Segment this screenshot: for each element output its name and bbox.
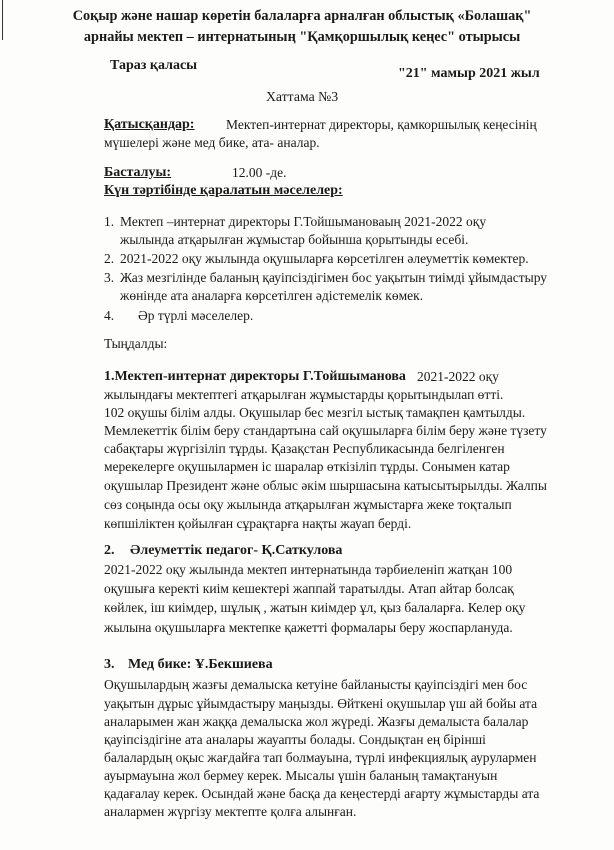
section-2-line: жылына оқушыларға мектепке қажетті формалары беру жоспарлануда. <box>104 620 513 635</box>
participants-line-2: мүшелері және мед бике, ата- аналар. <box>104 135 320 150</box>
section-3-number: 3. <box>104 657 115 672</box>
listened-label: Тыңдалды: <box>104 336 168 351</box>
section-1-line: жылындағы мектептегі атқарылған жұмыстарды қорытындылап өтті. <box>104 387 504 402</box>
start-time: 12.00 -де. <box>232 165 287 180</box>
participants-label: Қатысқандар: <box>104 117 195 132</box>
section-1-title: 1.Мектеп-интернат директоры Г.Тойшыманова <box>104 369 406 384</box>
protocol-title: Хаттама №3 <box>265 90 339 105</box>
city: Тараз қаласы <box>110 58 198 73</box>
section-3-line: уақытын дұрыс ұйымдастыру маңызды. Өйткені оқушылар үш ай бойы ата <box>104 696 538 711</box>
agenda-number: 4. <box>104 308 115 323</box>
section-3-line: ауырмауына жол бермеу керек. Мысалы үшін баланың тамақтануын <box>104 768 498 783</box>
section-2-line: 2021-2022 оқу жылында мектеп интернатында тәрбиеленіп жатқан 100 <box>104 562 513 577</box>
agenda-heading: Күн тәртібінде қаралатын мәселелер: <box>104 183 343 198</box>
agenda-number: 1. <box>104 214 115 229</box>
header-line-2: арнайы мектеп – интернатының "Қамқоршылық кеңес" отырысы <box>83 29 521 45</box>
section-3-line: аналарымен жан жаққа демалыска жол жүреді. Жазғы демалыста балалар <box>104 714 529 729</box>
section-1-line: сабақтары жүргізіліп тұрды. Қазақстан Республикасында белгіленген <box>104 441 505 456</box>
section-1-line: 102 оқушы білім алды. Оқушылар бес мезгіл ыстық тамақпен қамтылды. <box>104 405 526 420</box>
section-3-title: Мед бике: Ұ.Бекшиева <box>128 657 273 672</box>
header-line-1: Соқыр және нашар көретін балаларға арналған облыстық «Болашақ" <box>72 8 532 24</box>
agenda-item-line: 2021-2022 оқу жылында оқушыларға көрсетілген әлеуметтік көмектер. <box>120 251 529 266</box>
section-3-line: қадағалау керек. Осындай және басқа да кеңестерді ағарту жұмыстарды ата <box>104 786 540 801</box>
section-2-number: 2. <box>104 543 115 558</box>
section-1-line: мерекелерге оқушылармен іс шаралар өткізіліп тұрды. Сонымен катар <box>104 459 510 474</box>
section-3-line: аналармен жүргізу мектепте қолға алынған. <box>104 804 357 819</box>
agenda-item-line: жөнінде ата аналарға көрсетілген әдістемелік көмек. <box>120 288 424 303</box>
section-1-line: сөз соңында осы оқу жылында атқарылған жұмыстарға жеке тоқталып <box>104 497 512 512</box>
section-2-line: оқушыға керекті киім кешектері жаппай таратылды. Атап айтар болсақ <box>104 581 514 596</box>
agenda-item-line: Мектеп –интернат директоры Г.Тойшымановаың 2021-2022 оқу <box>120 214 487 229</box>
agenda-item-line: Жаз мезгілінде баланың қауіпсіздігімен бос уақытын тиімді ұйымдастыру <box>120 270 548 285</box>
section-1-line: көпшіліктен қойылған сұрақтарға нақты жауап берді. <box>104 516 412 531</box>
section-1-line: оқушылар Президент және облыс әкім шыршасына катысытырылды. Жалпы <box>104 478 547 493</box>
section-3-line: Оқушылардың жазғы демалыска кетуіне байланысты қауіпсіздігі мен бос <box>104 677 528 692</box>
section-3-line: балалардың оқыс жағдайға тап болмауына, түрлі инфекциялық аурулармен <box>104 750 537 765</box>
participants-line-1: Мектеп-интернат директоры, қамкоршылық кеңесінің <box>226 117 537 132</box>
date: "21" мамыр 2021 жыл <box>398 66 540 81</box>
start-label: Басталуы: <box>104 165 172 180</box>
section-2-line: көйлек, іш киімдер, шұлық , жатын киімдер ұл, қыз балаларға. Келер оқу <box>104 600 526 615</box>
section-2-title: Әлеуметтік педагог- Қ.Саткулова <box>130 543 343 558</box>
section-1-title-tail: 2021-2022 оқу <box>417 369 499 384</box>
agenda-number: 2. <box>104 251 115 266</box>
section-1-line: Мемлекеттік білім беру стандартына сай оқушыларға білім беру және түзету <box>104 423 547 438</box>
agenda-number: 3. <box>104 270 115 285</box>
section-3-line: қауіпсіздігіне ата аналары жауапты болады. Сондықтан ең бірінші <box>104 732 486 747</box>
agenda-item-line: жылында атқарылған жұмыстар бойынша қорытынды есебі. <box>120 232 469 247</box>
agenda-item-line: Әр түрлі мәселелер. <box>138 308 254 323</box>
